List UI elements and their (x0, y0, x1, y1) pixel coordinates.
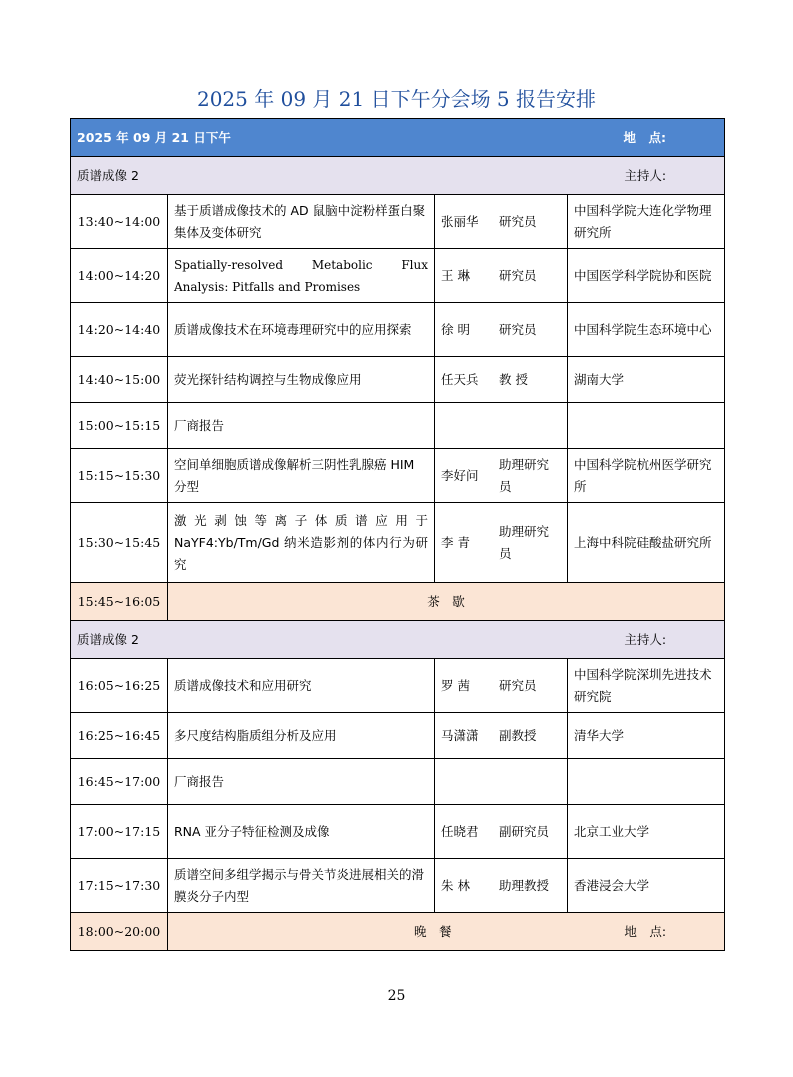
speaker-affiliation: 中国科学院深圳先进技术研究院 (568, 659, 725, 713)
table-row (71, 759, 725, 805)
table-row (71, 195, 725, 249)
talk-time: 16:05~16:25 (71, 659, 168, 713)
header-date: 2025 年 09 月 21 日下午 (77, 129, 231, 145)
talk-title: 荧光探针结构调控与生物成像应用 (168, 357, 435, 403)
speaker-position: 研究员 (499, 677, 537, 693)
talk-time: 16:25~16:45 (71, 713, 168, 759)
session-name: 质谱成像 2 (77, 631, 139, 647)
talk-title: 空间单细胞质谱成像解析三阴性乳腺癌 HIM 分型 (168, 449, 435, 503)
speaker-name: 任天兵 (441, 371, 479, 387)
talk-time: 13:40~14:00 (71, 195, 168, 249)
speaker-position: 助理研究员 (499, 456, 550, 494)
speaker-affiliation: 清华大学 (568, 713, 725, 759)
tea-break-time: 15:45~16:05 (71, 583, 168, 621)
header-row (71, 119, 725, 157)
speaker-affiliation: 北京工业大学 (568, 805, 725, 859)
speaker-position: 研究员 (499, 321, 537, 337)
talk-time: 14:20~14:40 (71, 303, 168, 357)
speaker-position: 助理研究员 (499, 523, 550, 561)
speaker-affiliation (568, 759, 725, 805)
talk-title: 质谱成像技术和应用研究 (168, 659, 435, 713)
talk-title: 质谱成像技术在环境毒理研究中的应用探索 (168, 303, 435, 357)
talk-title: 基于质谱成像技术的 AD 鼠脑中淀粉样蛋白聚集体及变体研究 (168, 195, 435, 249)
speaker-affiliation: 上海中科院硅酸盐研究所 (568, 503, 725, 583)
talk-title: 激光剥蚀等离子体质谱应用于 NaYF4:Yb/Tm/Gd 纳米造影剂的体内行为研究 (168, 503, 435, 583)
talk-time: 14:40~15:00 (71, 357, 168, 403)
table-row (71, 403, 725, 449)
speaker-name: 李 青 (441, 534, 470, 550)
speaker-affiliation: 中国科学院生态环境中心 (568, 303, 725, 357)
talk-title: 厂商报告 (168, 759, 435, 805)
speaker-position: 副教授 (499, 727, 537, 743)
table-row (71, 805, 725, 859)
schedule-table (70, 118, 725, 951)
speaker-affiliation: 中国科学院杭州医学研究所 (568, 449, 725, 503)
speaker-position: 教 授 (499, 371, 528, 387)
table-row (71, 659, 725, 713)
talk-time: 15:30~15:45 (71, 503, 168, 583)
speaker-name: 张丽华 (441, 213, 479, 229)
dinner-label: 晚 餐 (414, 923, 452, 939)
session-chair-label: 主持人: (624, 167, 667, 183)
speaker-name: 罗 茜 (441, 677, 470, 693)
table-row (71, 713, 725, 759)
tea-break-row (71, 583, 725, 621)
speaker-name: 任晓君 (441, 823, 479, 839)
header-location-label: 地 点: (623, 129, 667, 145)
table-row (71, 357, 725, 403)
speaker-affiliation: 香港浸会大学 (568, 859, 725, 913)
dinner-time: 18:00~20:00 (71, 913, 168, 951)
talk-title: RNA 亚分子特征检测及成像 (168, 805, 435, 859)
table-row (71, 249, 725, 303)
dinner-location-label: 地 点: (624, 923, 667, 939)
speaker-affiliation (568, 403, 725, 449)
speaker-name: 李好问 (441, 467, 479, 483)
table-row (71, 303, 725, 357)
table-row (71, 503, 725, 583)
speaker-affiliation: 中国科学院大连化学物理研究所 (568, 195, 725, 249)
talk-time: 17:00~17:15 (71, 805, 168, 859)
speaker-position: 副研究员 (499, 823, 550, 839)
speaker-position: 研究员 (499, 267, 537, 283)
session-row (71, 621, 725, 659)
talk-time: 15:00~15:15 (71, 403, 168, 449)
talk-title: 厂商报告 (168, 403, 435, 449)
page-title: 2025 年 09 月 21 日下午分会场 5 报告安排 (196, 87, 597, 111)
talk-time: 14:00~14:20 (71, 249, 168, 303)
session-name: 质谱成像 2 (77, 167, 139, 183)
speaker-position: 研究员 (499, 213, 537, 229)
speaker-name: 徐 明 (441, 321, 470, 337)
page-number: 25 (387, 988, 406, 1004)
session-row (71, 157, 725, 195)
talk-title: Spatially-resolved Metabolic Flux Analysis: Pitfalls and Promises (168, 249, 435, 303)
dinner-row (71, 913, 725, 951)
talk-title: 质谱空间多组学揭示与骨关节炎进展相关的滑膜炎分子内型 (168, 859, 435, 913)
speaker-name: 朱 林 (441, 877, 470, 893)
talk-time: 17:15~17:30 (71, 859, 168, 913)
speaker-position: 助理教授 (499, 877, 550, 893)
speaker-affiliation: 湖南大学 (568, 357, 725, 403)
talk-time: 15:15~15:30 (71, 449, 168, 503)
talk-time: 16:45~17:00 (71, 759, 168, 805)
speaker-affiliation: 中国医学科学院协和医院 (568, 249, 725, 303)
speaker-name: 马潇潇 (441, 727, 479, 743)
speaker-name: 王 琳 (441, 267, 470, 283)
session-chair-label: 主持人: (624, 631, 667, 647)
tea-break-label: 茶 歇 (168, 583, 725, 621)
table-row (71, 859, 725, 913)
table-row (71, 449, 725, 503)
talk-title: 多尺度结构脂质组分析及应用 (168, 713, 435, 759)
